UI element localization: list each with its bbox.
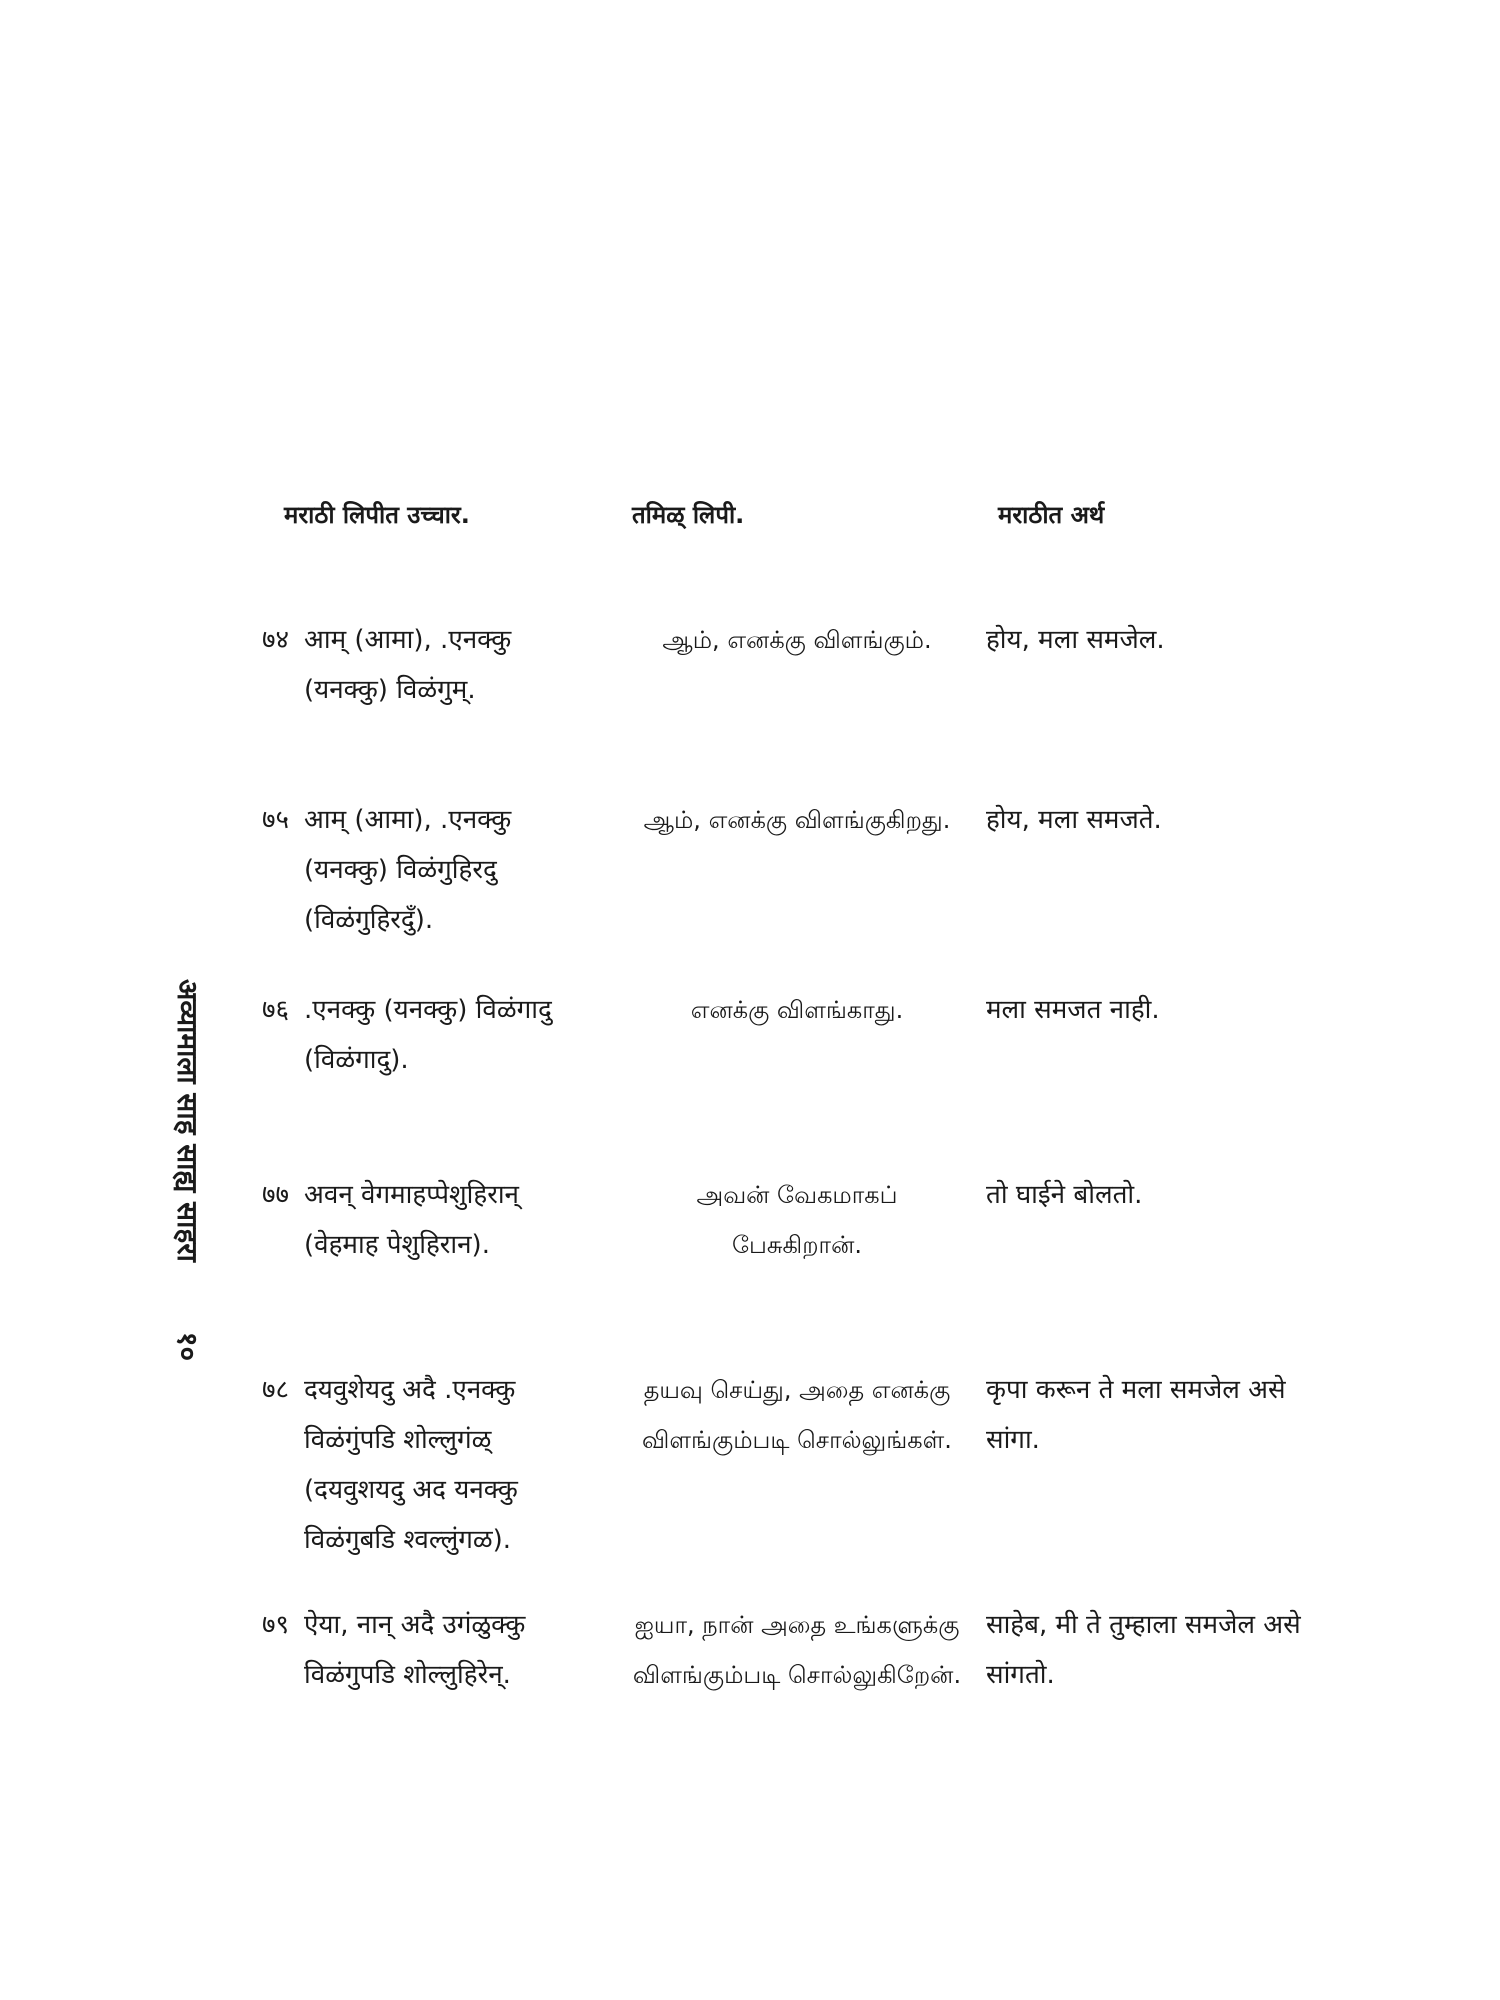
entry-number: ७६ — [262, 995, 290, 1025]
side-title-text: अव्यामाला साह साह्य साहरा — [171, 978, 204, 1262]
marathi-pronunciation: दयवुशेयदु अदै .एनक्कु विळंगुंपडि शोल्लुगंळ् (दयवुशयदु अद यनक्कु विळंगुबडि श्वल्लुंगळ). — [304, 1375, 518, 1555]
header-pronunciation: मराठी लिपीत उच्चार. — [284, 501, 470, 529]
tamil-text: தயவு செய்து, அதை எனக்கு விளங்கும்படி சொல்லுங்கள். — [642, 1376, 952, 1454]
marathi-meaning: कृपा करून ते मला समजेल असे सांगा. — [986, 1375, 1286, 1455]
entry-number: ७९ — [262, 1610, 290, 1640]
marathi-pronunciation: अवन् वेगमाहप्पेशुहिरान् (वेहमाह पेशुहिरान). — [304, 1180, 519, 1260]
entry-number: ७४ — [262, 625, 290, 655]
marathi-pronunciation: .एनक्कु (यनक्कु) विळंगादु (विळंगादु). — [304, 995, 552, 1075]
marathi-meaning: तो घाईने बोलतो. — [986, 1180, 1143, 1210]
tamil-text: அவன் வேகமாகப் பேசுகிறான். — [696, 1181, 898, 1259]
marathi-pronunciation: आम् (आमा), .एनक्कु (यनक्कु) विळंगुम्. — [304, 625, 512, 705]
marathi-meaning: साहेब, मी ते तुम्हाला समजेल असे सांगतो. — [986, 1610, 1301, 1690]
tamil-text: ஐயா, நான் அதை உங்களுக்கு விளங்கும்படி சொல்லுகிறேன். — [632, 1611, 962, 1689]
tamil-text: ஆம், எனக்கு விளங்கும். — [662, 626, 932, 654]
marathi-meaning: होय, मला समजते. — [986, 805, 1162, 835]
tamil-text: ஆம், எனக்கு விளங்குகிறது. — [643, 806, 951, 834]
side-title — [169, 979, 207, 1361]
marathi-pronunciation: आम् (आमा), .एनक्कु (यनक्कु) विळंगुहिरदु (विळंगुहिरदुँ). — [304, 805, 512, 935]
entry-number: ७८ — [262, 1375, 290, 1405]
table-header — [0, 498, 1500, 538]
marathi-pronunciation: ऐया, नान् अदै उगंळुक्कु विळंगुपडि शोल्लुहिरेन्. — [304, 1610, 526, 1690]
entry-number: ७५ — [262, 805, 290, 835]
page-number: १० — [171, 1331, 204, 1362]
header-tamil-script: तमिळ् लिपी. — [632, 501, 745, 529]
tamil-text: எனக்கு விளங்காது. — [690, 996, 904, 1024]
marathi-meaning: होय, मला समजेल. — [986, 625, 1165, 655]
header-meaning: मराठीत अर्थ — [998, 501, 1105, 529]
marathi-meaning: मला समजत नाही. — [986, 995, 1160, 1025]
entry-number: ७७ — [262, 1180, 290, 1210]
